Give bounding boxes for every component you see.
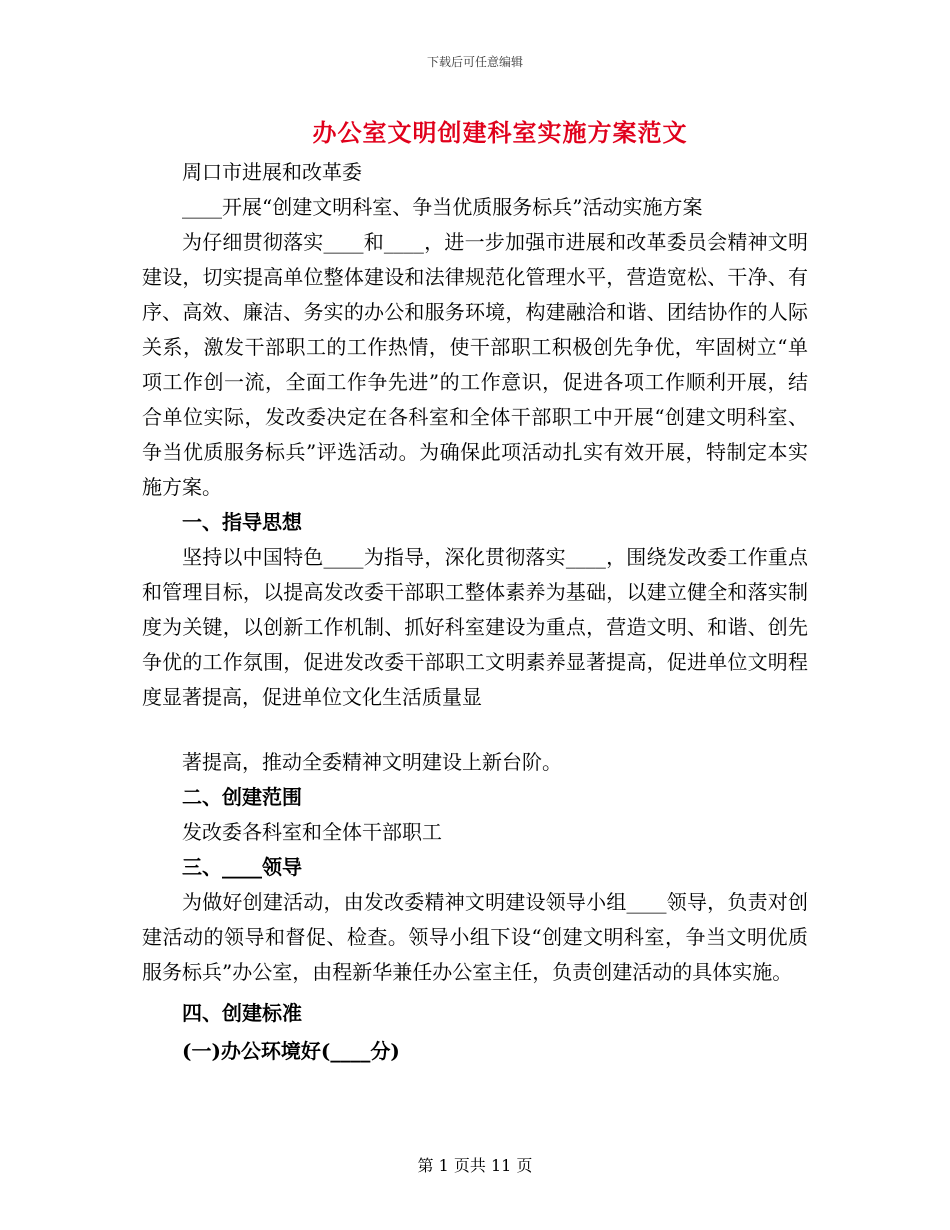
leadership-paragraph: 为做好创建活动，由发改委精神文明建设领导小组____领导，负责对创建活动的领导和督促、检查。领导小组下设“创建文明科室，争当文明优质服务标兵”办公室，由程新华兼任办公室主任，负责创建活动的具体实施。 (142, 890, 808, 984)
intro-paragraph: 为仔细贯彻落实____和____，进一步加强市进展和改革委员会精神文明建设，切实提高单位整体建设和法律规范化管理水平，营造宽松、干净、有序、高效、廉洁、务实的办公和服务环境，构建融洽和谐、团结协作的人际关系，激发干部职工的工作热情，使干部职工积极创先争优，牢固树立“单项工作创一流，全面工作争先进”的工作意识，促进各项工作顺利开展，结合单位实际，发改委决定在各科室和全体干部职工中开展“创建文明科室、争当优质服务标兵”评选活动。为确保此项活动扎实有效开展，特制定本实施方案。 (142, 230, 808, 499)
guiding-ideology-continuation: 著提高，推动全委精神文明建设上新台阶。 (182, 750, 562, 774)
page-footer-number: 第 1 页共 11 页 (417, 1156, 533, 1175)
section-heading-guiding-ideology: 一、指导思想 (182, 510, 302, 534)
section-heading-standards: 四、创建标准 (182, 1001, 302, 1025)
scope-paragraph: 发改委各科室和全体干部职工 (182, 820, 442, 844)
page-header-note: 下载后可任意编辑 (426, 55, 523, 69)
plan-subtitle: ____开展“创建文明科室、争当优质服务标兵”活动实施方案 (182, 195, 703, 219)
section-heading-scope: 二、创建范围 (182, 785, 302, 809)
org-line: 周口市进展和改革委 (182, 160, 362, 184)
document-title: 办公室文明创建科室实施方案范文 (312, 118, 688, 147)
section-heading-leadership: 三、____领导 (182, 855, 302, 879)
standards-subheading-office-environment: (一)办公环境好(____分) (182, 1039, 400, 1063)
document-body-top (142, 155, 808, 715)
document-body-bottom (142, 745, 808, 1069)
guiding-ideology-paragraph: 坚持以中国特色____为指导，深化贯彻落实____，围绕发改委工作重点和管理目标，以提高发改委干部职工整体素养为基础，以建立健全和落实制度为关键，以创新工作机制、抓好科室建设为重点，营造文明、和谐、创先争优的工作氛围，促进发改委干部职工文明素养显著提高，促进单位文明程度显著提高，促进单位文化生活质量显 (142, 545, 808, 709)
